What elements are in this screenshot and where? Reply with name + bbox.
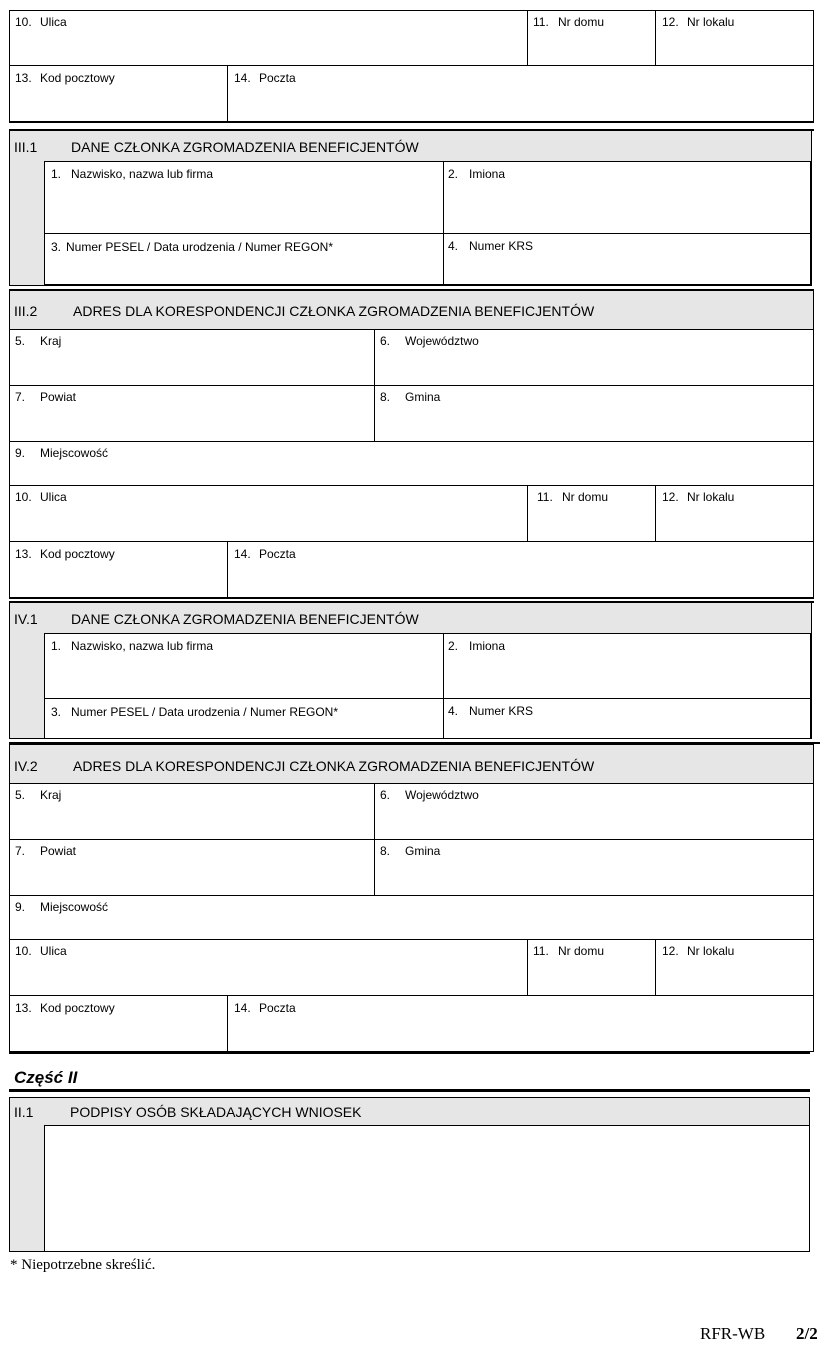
- field-number: 14.: [234, 71, 251, 85]
- section-id: III.1: [14, 139, 38, 155]
- IV2-kod-pocztowy-field[interactable]: [10, 996, 227, 1051]
- field-number: 10.: [15, 15, 32, 29]
- field-number: 3.: [51, 240, 62, 254]
- field-label: Powiat: [40, 844, 77, 858]
- field-number: 8.: [380, 390, 391, 404]
- top-ulica-field[interactable]: [10, 11, 527, 65]
- top-poczta-field[interactable]: [228, 66, 813, 121]
- field-label: Poczta: [259, 1001, 296, 1015]
- field-label: Powiat: [40, 390, 77, 404]
- field-number: 5.: [15, 788, 26, 802]
- top-kod-pocztowy-field[interactable]: [10, 66, 227, 121]
- field-number: 9.: [15, 900, 26, 914]
- field-label: Poczta: [259, 71, 296, 85]
- section-id: III.2: [14, 303, 38, 319]
- field-label: Numer PESEL / Data urodzenia / Numer REGON*: [71, 705, 338, 719]
- field-number: 10.: [15, 944, 32, 958]
- section-title: PODPISY OSÓB SKŁADAJĄCYCH WNIOSEK: [70, 1104, 362, 1120]
- field-label: Kraj: [40, 334, 62, 348]
- III2-nr-domu-field[interactable]: [528, 486, 655, 541]
- III1-imiona-field[interactable]: [444, 162, 810, 233]
- page-number: 2/2: [796, 1324, 818, 1343]
- field-label: Ulica: [40, 490, 67, 504]
- section-id: IV.2: [14, 758, 38, 774]
- field-number: 2.: [448, 639, 459, 653]
- top-nr-lokalu-field[interactable]: [656, 11, 813, 65]
- field-label: Gmina: [405, 844, 441, 858]
- field-number: 3.: [51, 705, 62, 719]
- field-label: Numer KRS: [469, 239, 534, 253]
- field-label: Nazwisko, nazwa lub firma: [71, 639, 214, 653]
- field-number: 5.: [15, 334, 26, 348]
- field-label: Imiona: [469, 167, 506, 181]
- field-number: 4.: [448, 239, 459, 253]
- field-number: 6.: [380, 788, 391, 802]
- IV2-kraj-field[interactable]: [10, 784, 374, 839]
- field-number: 11.: [533, 944, 549, 958]
- III1-nazwisko-field[interactable]: [45, 162, 443, 233]
- IV2-gmina-field[interactable]: [375, 840, 813, 895]
- field-label: Województwo: [405, 788, 479, 802]
- IV2-miejscowosc-field[interactable]: [10, 896, 813, 939]
- field-label: Gmina: [405, 390, 441, 404]
- III2-poczta-field[interactable]: [228, 542, 813, 597]
- field-number: 7.: [15, 844, 26, 858]
- field-number: 1.: [51, 167, 62, 181]
- IV2-nr-domu-field[interactable]: [528, 940, 655, 995]
- field-number: 11.: [533, 15, 549, 29]
- field-number: 12.: [662, 944, 679, 958]
- IV1-pesel-field[interactable]: [45, 699, 443, 739]
- field-label: Kraj: [40, 788, 62, 802]
- field-label: Kod pocztowy: [40, 71, 115, 85]
- IV2-ulica-field[interactable]: [10, 940, 527, 995]
- section-title: DANE CZŁONKA ZGROMADZENIA BENEFICJENTÓW: [71, 611, 419, 627]
- field-label: Ulica: [40, 15, 67, 29]
- field-label: Nr lokalu: [687, 490, 735, 504]
- footnote: * Niepotrzebne skreślić.: [10, 1257, 156, 1273]
- field-label: Nr domu: [558, 15, 605, 29]
- field-label: Numer KRS: [469, 704, 534, 718]
- field-number: 12.: [662, 490, 679, 504]
- IV2-poczta-field[interactable]: [228, 996, 813, 1051]
- IV1-imiona-field[interactable]: [444, 634, 810, 698]
- field-number: 13.: [15, 547, 32, 561]
- III1-pesel-field[interactable]: [45, 234, 443, 285]
- section-id: II.1: [14, 1104, 34, 1120]
- field-label: Miejscowość: [40, 900, 109, 914]
- field-label: Województwo: [405, 334, 479, 348]
- III2-ulica-field[interactable]: [10, 486, 527, 541]
- IV1-nazwisko-field[interactable]: [45, 634, 443, 698]
- form-code: RFR-WB: [700, 1324, 766, 1343]
- section-title: DANE CZŁONKA ZGROMADZENIA BENEFICJENTÓW: [71, 139, 419, 155]
- III2-kraj-field[interactable]: [10, 330, 374, 385]
- field-number: 10.: [15, 490, 32, 504]
- section-title: ADRES DLA KORESPONDENCJI CZŁONKA ZGROMADZENIA BENEFICJENTÓW: [73, 303, 595, 319]
- form-footer: [700, 1324, 825, 1346]
- III2-powiat-field[interactable]: [10, 386, 374, 441]
- IV2-powiat-field[interactable]: [10, 840, 374, 895]
- III1-krs-field[interactable]: [444, 234, 810, 285]
- field-label: Nr domu: [558, 944, 605, 958]
- field-number: 9.: [15, 446, 26, 460]
- field-number: 12.: [662, 15, 679, 29]
- field-number: 11.: [537, 490, 553, 504]
- field-number: 13.: [15, 1001, 32, 1015]
- field-number: 4.: [448, 704, 459, 718]
- III2-nr-lokalu-field[interactable]: [656, 486, 813, 541]
- field-number: 2.: [448, 167, 459, 181]
- part-II-title: Część II: [14, 1068, 78, 1087]
- signatures-field[interactable]: [44, 1125, 810, 1252]
- III2-gmina-field[interactable]: [375, 386, 813, 441]
- field-label: Miejscowość: [40, 446, 109, 460]
- section-title: ADRES DLA KORESPONDENCJI CZŁONKA ZGROMADZENIA BENEFICJENTÓW: [73, 758, 595, 774]
- field-label: Poczta: [259, 547, 296, 561]
- field-number: 13.: [15, 71, 32, 85]
- field-label: Nazwisko, nazwa lub firma: [71, 167, 214, 181]
- field-label: Nr lokalu: [687, 944, 735, 958]
- field-label: Nr domu: [562, 490, 609, 504]
- field-label: Imiona: [469, 639, 506, 653]
- IV2-wojewodztwo-field[interactable]: [375, 784, 813, 839]
- section-id: IV.1: [14, 611, 38, 627]
- IV2-nr-lokalu-field[interactable]: [656, 940, 813, 995]
- field-label: Ulica: [40, 944, 67, 958]
- field-number: 1.: [51, 639, 62, 653]
- field-number: 7.: [15, 390, 26, 404]
- field-number: 8.: [380, 844, 391, 858]
- field-number: 14.: [234, 547, 251, 561]
- III2-kod-pocztowy-field[interactable]: [10, 542, 227, 597]
- field-number: 6.: [380, 334, 391, 348]
- top-nr-domu-field[interactable]: [528, 11, 655, 65]
- III2-wojewodztwo-field[interactable]: [375, 330, 813, 385]
- field-label: Numer PESEL / Data urodzenia / Numer REGON*: [66, 240, 333, 254]
- III2-miejscowosc-field[interactable]: [10, 442, 813, 485]
- field-label: Kod pocztowy: [40, 547, 115, 561]
- field-label: Kod pocztowy: [40, 1001, 115, 1015]
- field-number: 14.: [234, 1001, 251, 1015]
- IV1-krs-field[interactable]: [444, 699, 810, 739]
- field-label: Nr lokalu: [687, 15, 735, 29]
